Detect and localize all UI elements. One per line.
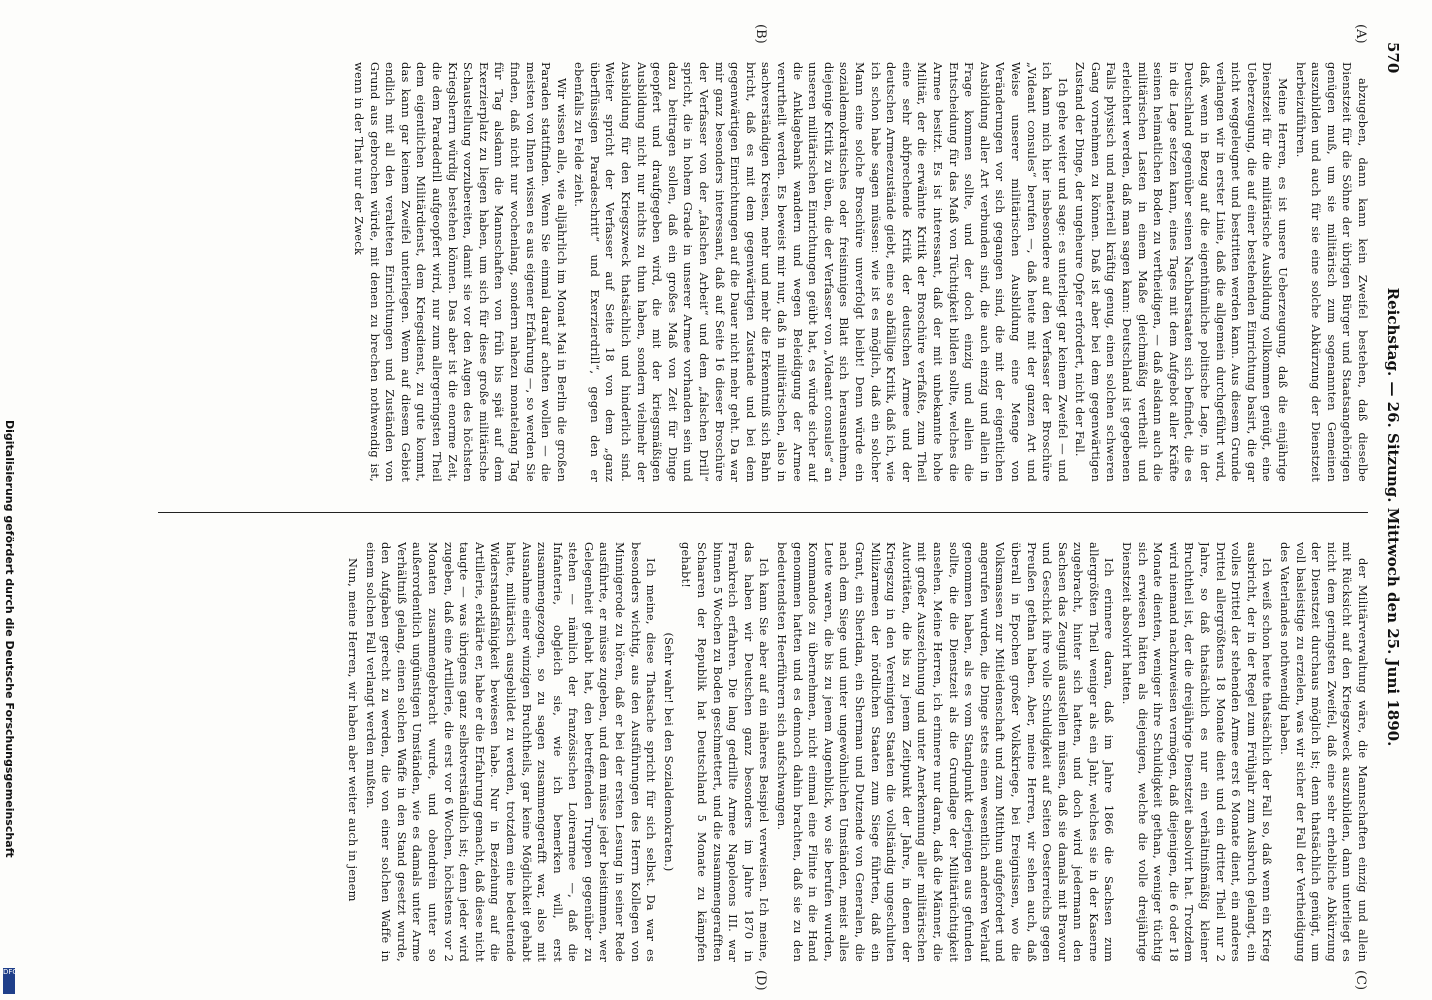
left-text-column (150, 62, 1370, 482)
paragraph: Ich meine, diese Thatsache spricht für sich selbst. Da war es besonders wichtig, aus den Ausführungen des Herrn Kollegen von Minnigerode zu hören, daß er bei der ersten Lesung in seiner Rede ausführte, er müsse zugeben, und dem müsse jeder beistimmen, wer Gelegenheit gehabt hat, den betreffenden Truppen gegenüber zu stehen — nämlich der französischen Loirearmee —, daß die Infanterie, obgleich sie, wie ich bemerken will, erst zusammengezogen, so zu sagen zusammengerafft war, also mit Ausnahme einer winzigen Bruchtheils, gar keine Möglichkeit gehabt hatte, militärisch ausgebildet zu werden, trotzdem eine bedeutende Widerstandsfähigkeit bewiesen habe. Nur in Beziehung auf die Artillerie, erklärte er, habe er die Erfahrung gemacht, daß diese nicht taugte — was übrigens ganz selbstverständlich ist; denn jeder wird zugeben, daß eine Artillerie, die erst vor 6 Wochen, höchstens vor 2 Monaten zusammengebracht wurde, und obendrein unter so außerordentlich ungünstigen Umständen, wie es damals unter Arme Verhältniß gelang, einen solchen Waffe in den Stand gesetzt wurde, den Aufgaben gerecht zu werden, die von einer solchen Waffe in einem solchen Fall verlangt werden mußten. (363, 542, 659, 962)
paragraph: Meine Herren, es ist unsere Ueberzeugung, daß die einjährige Dienstzeit für die militärische Ausbildung vollkommen genügt, eine Ueberzeugung, die auf einer bestehenden Einrichtung basirt, die gar nicht weggeleugnet und bestritten werden kann. Aus diesem Grunde verlangen wir in erster Linie, daß die allgemein durchgeführt wird, daß, wenn in Bezug auf die eigenthümliche politische Lage, in der Deutschland gegenüber seinen Nachbarstaaten sich befindet, die es in die Lage setzen kann, eines Tages mit dem Aufgebot aller Kräfte seinen heimatlichen Boden zu vertheidigen, — daß alsdann auch die militärischen Lasten in einem Maße gleichmäßig vertheilt und erleichtert werden, daß man sagen kann: Deutschland ist gegebenen Falls physisch und materiell kräftig genug, einen solchen schweren Gang vornehmen zu können. Daß ist aber bei dem gegenwärtigen Zustand der Dinge, der ungeheure Opfer erfordert, nicht der Fall. (1073, 62, 1291, 482)
margin-letter-d: (D) (753, 970, 768, 991)
credit-text: Digitalisierung gefördert durch die Deutsche Forschungsgemeinschaft (3, 420, 16, 858)
paragraph: Wir wissen alle, wie alljährlich im Monat Mai in Berlin die großen Paraden stattfinden. Wenn Sie einmal darauf achten wollen — die meisten von Ihnen wissen es aus eigener Erfahrung —, so werden Sie finden, daß nicht nur wochenlang, sondern nahezu monatelang Tag für Tag alsdann die Mannschaften von früh bis spät auf dem Exerzierplatz zu liegen haben, um sich für diese große militärische Schaustellung vorzubereiten, damit sie vor den Augen des höchsten Kriegsherrn würdig bestehen können. Das aber ist die enorme Zeit, die dem Paradedrill aufgeopfert wird, nur zum allergeringsten Theil dem eigentlichen Militärdienst, dem Kriegsdienst, zu gute kommt, das kann gar keinem Zweifel unterliegen. Wenn auf diesem Gebiet endlich mit all den veralteten Einrichtungen und Zuständen von Grund aus gebrochen würde, mit denen zu brechen nothwendig ist, wenn in der That nur der Zweck (352, 62, 569, 482)
paragraph: der Militärverwaltung wäre, die Mannschaften einzig und allein mit Rücksicht auf den Kriegszweck auszubilden, dann unterliegt es nicht dem geringsten Zweifel, daß eine sehr erhebliche Abkürzung der Dienstzeit durchaus möglich ist; denn thatsächlich genügt, um voll basleistige zu erzielen, was wir sicher der Fall der Vertheidigung des Vaterlandes nothwendig haben. (1278, 542, 1370, 962)
paragraph: Nun, meine Herren, wir haben aber weiter auch in jenem (346, 558, 360, 902)
margin-letter-c: (C) (1353, 970, 1368, 991)
margin-letter-b: (B) (753, 24, 768, 44)
paragraph: Ich erinnere daran, daß im Jahre 1866 die Sachsen zum allergrößten Theil weniger als ein Jahr, welches sie in der Kaserne zugebracht, hinter sich hatten, und doch wird jedermann den Sachsen das Zeugniß ausstellen müssen, daß sie damals mit Bravour und Geschick ihre volle Schuldigkeit auf Seiten Oesterreichs gegen Preußen gethan haben. Aber, meine Herren, wir sehen auch, daß überall in Epochen großer Volkskriege, bei Ereignissen, wo die Volksmassen zur Mitleidenschaft und zum Mitthun aufgefordert und angerufen wurden, die Dinge stets einen wesentlich anderen Verlauf genommen haben, als es vom Standpunkt derjenigen aus gefunden sollte, die die Dienstzeit als die Grundlage der Militärtüchtigkeit ansehen. Meine Herren, ich erinnere nur daran, daß die Männer, die mit großer Auszeichnung und unter Anerkennung aller militärischen Autoritäten, die bis zu jenem Zeitpunkt der Jahre, in denen der Kriegszug in den Vereinigten Staaten die vollständig ungeschulten Milizarmeen der nördlichen Staaten zum Siege führten, daß ein Grant, ein Sheridan, ein Sherman und Dutzende von Generalen, die nach dem Siege und unter ungewöhnlichen Umständen, meist alles Leute waren, die bis zu jenem Augenblick, wo sie berufen wurden, Kommandos zu übernehmen, nicht einmal eine Flinte in die Hand genommen hatten und es dennoch dahin brachten, daß sie zu den bedeutendsten Heerführern sich aufschwangen. (775, 542, 1117, 962)
column-divider (158, 512, 1368, 513)
rotated-page-content (88, 24, 1408, 992)
right-text-column (150, 542, 1370, 962)
dfg-logo-icon: DFG (3, 968, 15, 994)
page-title: Reichstag. — 26. Sitzung. Mittwoch den 25. Juni 1890. (1384, 287, 1402, 747)
paragraph: Ich kann Sie aber auf ein näheres Beispiel verweisen. Ich meine, das haben wir Deutschen ganz besonders im Jahre 1870 in Frankreich erfahren. Die lang gedrillte Armee Napoleons III. war binnen 5 Wochen zu Boden geschmettert, und die zusammengerafften Schaaren der Republik hat Deutschland 5 Monate zu kämpfen gehabt! (679, 542, 772, 962)
paragraph: Ich gehe weiter und sage: es unterliegt gar keinem Zweifel — und ich kann mich hier insbesondere auf den Verfasser der Broschüre „Videant consules“ berufen —, daß heute mit der ganzen Art und Weise unserer militärischen Ausbildung eine Menge von Veränderungen vor sich gegangen sind, die mit der eigentlichen Ausbildung aller Art verbunden sind, die auch einzig und allein in Frage kommen sollte, und der doch einzig und allein die Entscheidung für das Maß von Tüchtigkeit bilden sollte, welches die Armee besitzt. Es ist interessant, daß der mit unbekannte hohe Militär, der die erwähnte Kritik der Broschüre verfaßte, zum Theil eine sehr abfprechende Kritik der deutschen Armee und der deutschen Armeezustände giebt, eine so abfällige Kritik, daß ich, wie ich schon habe sagen müssen: wie ist es möglich, daß ein solcher Mann eine solche Broschüre unverfolgt bleibt! Denn würde ein sozialdemokratisches oder freisinniges Blatt sich herausnehmen, diejenige Kritik zu üben, die der Verfasser von „Videant consules“ an unseren militärischen Einrichtungen geübt hat, es würde sicher auf die Anklagebank wandern und wegen Beleidigung der Armee verurtheilt werden. Es beweist mir nur, daß in militärischen, also in sachverständigen Kreisen, mehr und mehr die Erkenntniß sich Bahn bricht, daß es mit dem gegenwärtigen Zustande und bei dem gegenwärtigen Einrichtungen auf die Dauer nicht mehr geht. Da war mir ganz besonders interessant, daß auf Seite 16 dieser Broschüre der Verfasser von der „falschen Arbeit“ und dem „falschen Drill“ spricht, die in hohem Grade in unserer Armee vorhanden sein und dazu beitragen sollen, daß ein großes Maß von Zeit für Dinge geopfert und draufgegeben wird, die mit der kriegsmäßigen Ausbildung nicht nur nichts zu thun haben, sondern vielmehr der Ausbildung für den Kriegszweck thatsächlich und hinderlich sind. Weiter spricht der Verfasser auf Seite 18 von dem „ganz überflüssigen Paradeschritt“ und Exerzierdrill“, gegen den er ebenfalls zu Felde zieht. (572, 62, 1070, 482)
page-header (1376, 42, 1408, 992)
digitization-credit (2, 420, 18, 980)
interjection: (Sehr wahr! bei den Sozialdemokraten.) (661, 632, 676, 872)
page-number: 570 (1384, 42, 1402, 74)
margin-letter-a: (A) (1353, 24, 1368, 44)
paragraph: Ich weiß schon heute thatsächlich der Fall so, daß wenn ein Krieg ausbricht, der in der Regel zum Frühjahr zum Ausbruch gelangt, ein volles Drittel der stehenden Armee erst 6 Monate dient, ein anderes Drittel allergrößtens 18 Monate dient und ein dritter Theil nur 2 Jahre, so daß thatsächlich es nur ein verhältnißmäßig kleiner Bruchtheil ist, der die dreijährige Dienstzeit absolvirt hat. Trotzdem wird niemand nachzuweisen vermögen, daß diejenigen, die 6 oder 18 Monate dienten, weniger ihre Schuldigkeit gethan, weniger tüchtig sich erwiesen hätten als diejenigen, welche die volle dreijährige Dienstzeit absolvirt hatten. (1120, 542, 1275, 962)
paragraph: abzugeben, dann kann kein Zweifel bestehen, daß dieselbe Dienstzeit für die Söhne der übrigen Bürger und Staatsangehörigen genügen muß, um sie militärisch zum sogenannten Gemeinen auszubilden und auch für sie eine solche Abkürzung der Dienstzeit herbeizuführen. (1293, 62, 1370, 482)
